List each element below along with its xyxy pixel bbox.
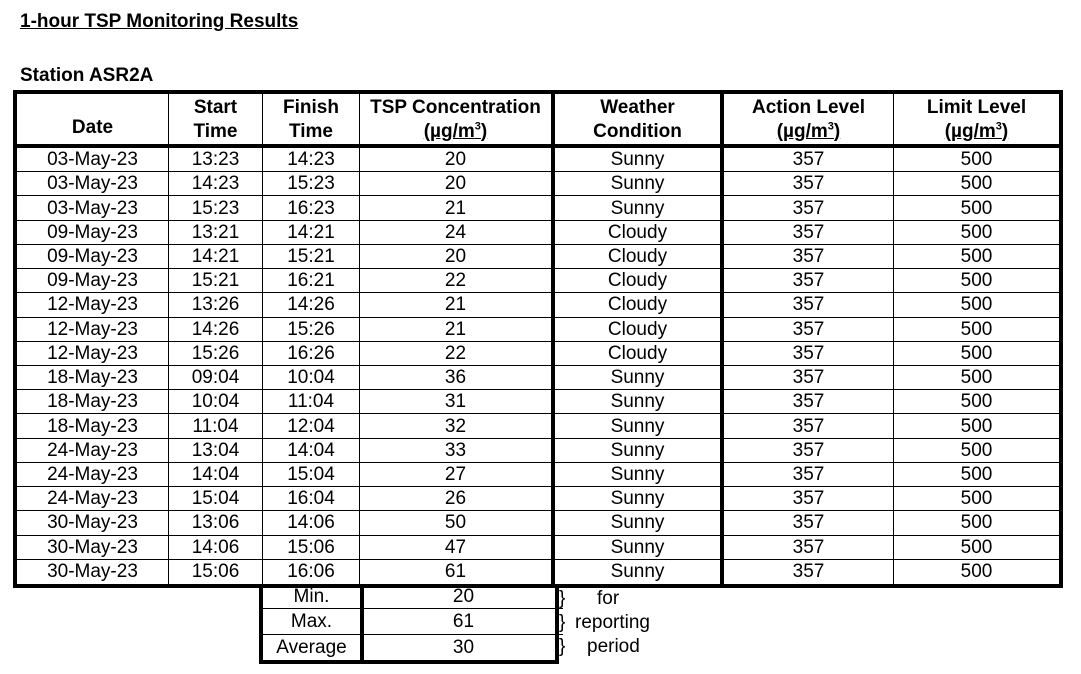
cell-tsp-concentration: 20 bbox=[360, 172, 555, 196]
brace: } bbox=[559, 636, 566, 657]
cell-limit-level: 500 bbox=[894, 245, 1059, 269]
cell-weather-condition: Sunny bbox=[555, 439, 724, 463]
cell-limit-level: 500 bbox=[894, 414, 1059, 438]
cell-tsp-concentration: 24 bbox=[360, 221, 555, 245]
cell-finish-time: 16:21 bbox=[263, 269, 360, 293]
cell-action-level: 357 bbox=[724, 293, 894, 317]
cell-limit-level: 500 bbox=[894, 172, 1059, 196]
cell-start-time: 13:23 bbox=[169, 148, 263, 172]
stat-average-label: Average bbox=[263, 635, 364, 660]
cell-tsp-concentration: 50 bbox=[360, 511, 555, 535]
cell-start-time: 13:21 bbox=[169, 221, 263, 245]
results-table bbox=[13, 90, 1063, 588]
cell-limit-level: 500 bbox=[894, 293, 1059, 317]
cell-weather-condition: Sunny bbox=[555, 560, 724, 584]
stat-average-value: 30 bbox=[452, 636, 475, 658]
cell-limit-level: 500 bbox=[894, 439, 1059, 463]
cell-limit-level: 500 bbox=[894, 342, 1059, 366]
statistics-table bbox=[259, 584, 559, 664]
cell-tsp-concentration: 22 bbox=[360, 269, 555, 293]
cell-finish-time: 16:23 bbox=[263, 196, 360, 220]
cell-action-level: 357 bbox=[724, 536, 894, 560]
cell-action-level: 357 bbox=[724, 148, 894, 172]
cell-tsp-concentration: 21 bbox=[360, 293, 555, 317]
cell-finish-time: 15:06 bbox=[263, 536, 360, 560]
header-weather-condition: Weather Condition bbox=[555, 94, 724, 148]
cell-start-time: 15:26 bbox=[169, 342, 263, 366]
cell-date: 24-May-23 bbox=[17, 439, 169, 463]
cell-weather-condition: Sunny bbox=[555, 414, 724, 438]
cell-start-time: 15:21 bbox=[169, 269, 263, 293]
cell-start-time: 15:04 bbox=[169, 487, 263, 511]
cell-action-level: 357 bbox=[724, 487, 894, 511]
cell-limit-level: 500 bbox=[894, 390, 1059, 414]
cell-start-time: 11:04 bbox=[169, 414, 263, 438]
cell-limit-level: 500 bbox=[960, 561, 993, 583]
cell-tsp-concentration: 33 bbox=[360, 439, 555, 463]
cell-weather-condition: Cloudy bbox=[555, 221, 724, 245]
stat-max-label: Max. bbox=[263, 609, 364, 634]
cell-start-time: 14:06 bbox=[169, 536, 263, 560]
cell-action-level: 357 bbox=[724, 221, 894, 245]
header-tsp-concentration: TSP Concentration $(\mu g/m^3)$ bbox=[360, 94, 555, 148]
cell-weather-condition: Sunny bbox=[555, 172, 724, 196]
cell-finish-time: 14:04 bbox=[263, 439, 360, 463]
cell-date: 09-May-23 bbox=[17, 221, 169, 245]
header-date: Date bbox=[17, 94, 169, 148]
header-start-time: Start Time bbox=[169, 94, 263, 148]
note-line-2: } reporting bbox=[559, 612, 650, 633]
cell-start-time: 09:04 bbox=[169, 366, 263, 390]
cell-start-time: 14:23 bbox=[169, 172, 263, 196]
cell-date: 30-May-23 bbox=[17, 560, 169, 584]
cell-tsp-concentration: 21 bbox=[360, 196, 555, 220]
cell-limit-level: 500 bbox=[894, 487, 1059, 511]
cell-start-time: 10:04 bbox=[169, 390, 263, 414]
cell-finish-time: 15:21 bbox=[263, 245, 360, 269]
cell-weather-condition: Cloudy bbox=[555, 342, 724, 366]
stat-min-label: Min. bbox=[263, 584, 364, 609]
cell-start-time: 14:04 bbox=[169, 463, 263, 487]
cell-date: 03-May-23 bbox=[17, 196, 169, 220]
cell-weather-condition: Cloudy bbox=[555, 318, 724, 342]
cell-tsp-concentration: 21 bbox=[360, 318, 555, 342]
cell-date: 18-May-23 bbox=[17, 414, 169, 438]
cell-finish-time: 15:04 bbox=[263, 463, 360, 487]
cell-date: 12-May-23 bbox=[17, 342, 169, 366]
cell-date: 24-May-23 bbox=[17, 463, 169, 487]
cell-date: 12-May-23 bbox=[17, 318, 169, 342]
cell-weather-condition: Sunny bbox=[555, 148, 724, 172]
cell-finish-time: 16:04 bbox=[263, 487, 360, 511]
cell-tsp-concentration: 22 bbox=[360, 342, 555, 366]
cell-action-level: 357 bbox=[724, 245, 894, 269]
cell-weather-condition: Sunny bbox=[555, 487, 724, 511]
cell-action-level: 357 bbox=[724, 196, 894, 220]
cell-finish-time: 16:26 bbox=[263, 342, 360, 366]
cell-start-time: 13:06 bbox=[169, 511, 263, 535]
cell-action-level: 357 bbox=[724, 560, 894, 584]
cell-date: 09-May-23 bbox=[17, 269, 169, 293]
cell-date: 24-May-23 bbox=[17, 487, 169, 511]
cell-tsp-concentration: 31 bbox=[360, 390, 555, 414]
cell-tsp-concentration: 36 bbox=[360, 366, 555, 390]
cell-tsp-concentration: 32 bbox=[360, 414, 555, 438]
cell-start-time: 13:04 bbox=[169, 439, 263, 463]
cell-action-level: 357 bbox=[724, 414, 894, 438]
header-action-level: Action Level $(\mu g/m^3)$ bbox=[724, 94, 894, 148]
cell-finish-time: 14:23 bbox=[263, 148, 360, 172]
stat-max-value: 61 bbox=[364, 609, 563, 634]
cell-date: 18-May-23 bbox=[17, 366, 169, 390]
cell-start-time: 15:06 bbox=[169, 560, 263, 584]
station-title: Station ASR2A bbox=[20, 65, 154, 86]
cell-start-time: 13:26 bbox=[169, 293, 263, 317]
cell-action-level: 357 bbox=[724, 463, 894, 487]
cell-start-time: 14:26 bbox=[169, 318, 263, 342]
cell-weather-condition: Cloudy bbox=[555, 245, 724, 269]
cell-limit-level: 500 bbox=[894, 196, 1059, 220]
cell-limit-level: 500 bbox=[894, 463, 1059, 487]
cell-limit-level: 500 bbox=[894, 366, 1059, 390]
header-finish-time: Finish Time bbox=[263, 94, 360, 148]
cell-action-level: 357 bbox=[724, 390, 894, 414]
cell-finish-time: 14:26 bbox=[263, 293, 360, 317]
cell-start-time: 15:23 bbox=[169, 196, 263, 220]
document-title: 1-hour TSP Monitoring Results bbox=[20, 11, 299, 32]
cell-weather-condition: Cloudy bbox=[555, 269, 724, 293]
cell-weather-condition: Sunny bbox=[555, 196, 724, 220]
cell-finish-time: 14:21 bbox=[263, 221, 360, 245]
cell-finish-time: 15:26 bbox=[263, 318, 360, 342]
cell-tsp-concentration: 20 bbox=[360, 148, 555, 172]
cell-date: 30-May-23 bbox=[17, 536, 169, 560]
cell-date: 03-May-23 bbox=[17, 172, 169, 196]
brace: } bbox=[559, 588, 566, 609]
cell-date: 03-May-23 bbox=[17, 148, 169, 172]
cell-limit-level: 500 bbox=[894, 318, 1059, 342]
cell-action-level: 357 bbox=[724, 269, 894, 293]
cell-action-level: 357 bbox=[724, 511, 894, 535]
cell-finish-time: 15:23 bbox=[263, 172, 360, 196]
cell-weather-condition: Sunny bbox=[555, 366, 724, 390]
cell-date: 30-May-23 bbox=[17, 511, 169, 535]
stat-min-value: 20 bbox=[364, 584, 563, 609]
cell-finish-time: 11:04 bbox=[263, 390, 360, 414]
cell-start-time: 14:21 bbox=[169, 245, 263, 269]
cell-tsp-concentration: 61 bbox=[360, 560, 555, 584]
cell-limit-level: 500 bbox=[894, 269, 1059, 293]
cell-finish-time: 12:04 bbox=[263, 414, 360, 438]
cell-weather-condition: Sunny bbox=[555, 390, 724, 414]
cell-action-level: 357 bbox=[724, 342, 894, 366]
cell-weather-condition: Sunny bbox=[555, 463, 724, 487]
cell-limit-level: 500 bbox=[894, 511, 1059, 535]
cell-tsp-concentration: 27 bbox=[360, 463, 555, 487]
cell-date: 18-May-23 bbox=[17, 390, 169, 414]
cell-date: 09-May-23 bbox=[17, 245, 169, 269]
cell-weather-condition: Sunny bbox=[555, 511, 724, 535]
cell-finish-time: 10:04 bbox=[263, 366, 360, 390]
cell-limit-level: 500 bbox=[894, 148, 1059, 172]
cell-tsp-concentration: 47 bbox=[360, 536, 555, 560]
header-limit-level: Limit Level $(\mu g/m^3)$ bbox=[894, 94, 1059, 148]
cell-finish-time: 14:06 bbox=[263, 511, 360, 535]
cell-tsp-concentration: 20 bbox=[360, 245, 555, 269]
cell-date: 12-May-23 bbox=[17, 293, 169, 317]
brace: } bbox=[559, 612, 566, 633]
cell-action-level: 357 bbox=[724, 439, 894, 463]
cell-limit-level: 500 bbox=[894, 221, 1059, 245]
note-line-1: } for bbox=[559, 588, 620, 609]
cell-action-level: 357 bbox=[724, 318, 894, 342]
cell-tsp-concentration: 26 bbox=[360, 487, 555, 511]
cell-action-level: 357 bbox=[724, 172, 894, 196]
cell-action-level: 357 bbox=[724, 366, 894, 390]
note-line-3: } period bbox=[559, 636, 640, 657]
cell-weather-condition: Sunny bbox=[555, 536, 724, 560]
cell-limit-level: 500 bbox=[894, 536, 1059, 560]
cell-weather-condition: Cloudy bbox=[555, 293, 724, 317]
cell-finish-time: 16:06 bbox=[263, 560, 360, 584]
